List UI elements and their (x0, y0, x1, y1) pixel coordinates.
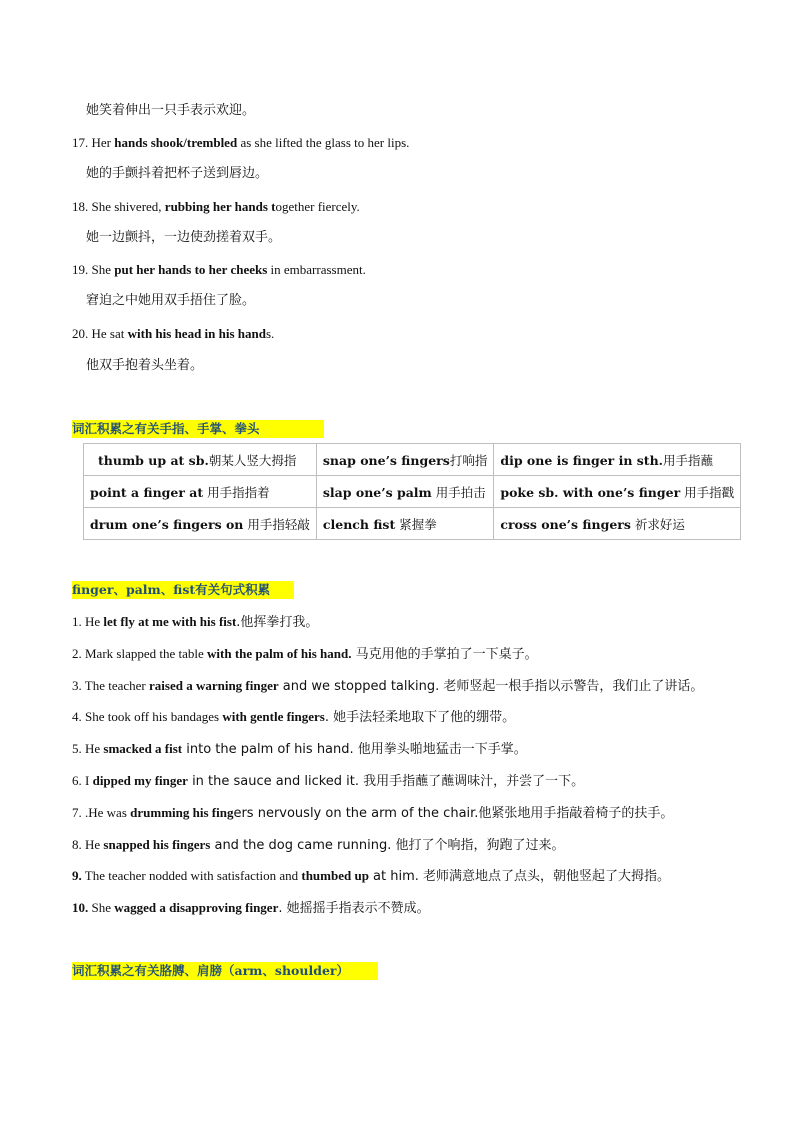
sentence-text: 19. She (72, 262, 115, 277)
section-heading-arm-shoulder: 词汇积累之有关胳膊、肩膀（arm、shoulder） (72, 962, 378, 980)
phrase-zh: 打响指 (449, 452, 488, 468)
phrase-zh: 祈求好运 (630, 516, 685, 532)
phrase-en: poke sb. with one’s finger (500, 484, 681, 500)
sentence-text: 17. Her (72, 135, 115, 150)
sentence-text: ogether fiercely. (275, 199, 360, 214)
sentence-key-phrase: raised a warning finger (149, 678, 279, 693)
section-heading-sentence-patterns (72, 581, 294, 599)
table-cell (84, 476, 317, 508)
table-cell (316, 444, 493, 476)
sentence-text: and we stopped talking. 老师竖起一根手指以示警告，我们止了讲话。 (278, 679, 704, 694)
section-heading-fingers-palm-fist: 词汇积累之有关手指、手掌、拳头 (72, 420, 324, 438)
sentence-text: . 她摇摇手指表示不赞成。 (278, 901, 430, 916)
heading-en: finger、palm、fist (72, 582, 196, 597)
sentence-20-translation: 他双手抱着头坐着。 (86, 358, 204, 373)
sentence-text: s. (265, 326, 275, 341)
phrase-zh: 用手指戳 (680, 484, 735, 500)
sentence-text: in embarrassment. (267, 262, 366, 277)
sentence-text: . 她手法轻柔地取下了他的绷带。 (324, 710, 516, 725)
pattern-sentence-10 (72, 899, 430, 918)
sentence-key-phrase: thumbed up (301, 868, 369, 883)
pattern-sentence-1 (72, 613, 318, 632)
table-cell (494, 508, 741, 540)
sentence-text: .他挥拳打我。 (236, 615, 319, 630)
sentence-text: ers nervously on the arm of the chair.他紧张地用手指敲着椅子的扶手。 (233, 806, 674, 821)
phrase-zh: 朝某人竖大拇指 (208, 452, 297, 468)
phrase-en: thumb up at sb. (98, 452, 209, 468)
sentence-text: 8. He (72, 837, 104, 852)
pattern-sentence-3 (72, 677, 703, 696)
sentence-text: 18. She shivered, (72, 199, 165, 214)
pattern-sentence-8 (72, 836, 564, 855)
table-row (84, 476, 741, 508)
sentence-text: 马克用他的手掌拍了一下桌子。 (351, 647, 538, 662)
sentence-key-phrase: with the palm of his hand. (207, 646, 352, 661)
sentence-18 (72, 198, 360, 216)
sentence-text: 20. He sat (72, 326, 128, 341)
sentence-18-translation: 她一边颤抖，一边使劲搓着双手。 (86, 230, 282, 245)
sentence-text: 6. I (72, 773, 93, 788)
sentence-key-phrase: let fly at me with his fist (103, 614, 237, 629)
sentence-19-translation: 窘迫之中她用双手捂住了脸。 (86, 293, 256, 308)
table-cell (494, 444, 741, 476)
sentence-key-phrase: with gentle fingers (222, 709, 325, 724)
pattern-sentence-6 (72, 772, 584, 791)
sentence-key-phrase: rubbing her hands t (164, 199, 276, 214)
sentence-key-phrase: drumming his fing (130, 805, 234, 820)
table-row (84, 444, 741, 476)
phrase-en: point a finger at (90, 484, 204, 500)
sentence-key-phrase: wagged a disapproving finger (114, 900, 279, 915)
table-cell (494, 476, 741, 508)
heading-zh: 有关句式积累 (195, 582, 271, 597)
sentence-19 (72, 261, 366, 279)
sentence-key-phrase: dipped my finger (92, 773, 188, 788)
table-cell (316, 476, 493, 508)
phrase-zh: 用手指蘸 (663, 452, 714, 468)
phrase-en: drum one’s fingers on (90, 516, 244, 532)
table-row (84, 508, 741, 540)
vocab-table (83, 443, 741, 540)
phrase-zh: 用手拍击 (431, 484, 486, 500)
sentence-key-phrase: put her hands to her cheeks (114, 262, 268, 277)
table-cell (84, 444, 317, 476)
sentence-text: as she lifted the glass to her lips. (237, 135, 410, 150)
sentence-text: in the sauce and licked it. 我用手指蘸了蘸调味汁，并尝了一下。 (187, 774, 585, 789)
phrase-en: snap one’s fingers (322, 452, 450, 468)
phrase-zh: 用手指指着 (203, 484, 270, 500)
sentence-number: 9. (72, 868, 82, 883)
sentence-text: 2. Mark slapped the table (72, 646, 208, 661)
pattern-sentence-9 (72, 867, 670, 886)
sentence-text: She (88, 900, 115, 915)
sentence-text: 4. She took off his bandages (72, 709, 223, 724)
phrase-en: cross one’s fingers (500, 516, 631, 532)
sentence-17 (72, 134, 409, 152)
sentence-text: 3. The teacher (72, 678, 149, 693)
phrase-zh: 用手指轻敲 (243, 516, 310, 532)
sentence-text: and the dog came running. 他打了个响指，狗跑了过来。 (210, 838, 565, 853)
sentence-text: 5. He (72, 741, 104, 756)
table-cell (84, 508, 317, 540)
pattern-sentence-5 (72, 740, 527, 759)
pattern-sentence-7 (72, 804, 673, 823)
phrase-en: dip one is finger in sth. (500, 452, 664, 468)
sentence-16-translation: 她笑着伸出一只手表示欢迎。 (86, 103, 256, 118)
sentence-17-translation: 她的手颤抖着把杯子送到唇边。 (86, 166, 269, 181)
sentence-text: 1. He (72, 614, 104, 629)
sentence-text: at him. 老师满意地点了点头，朝他竖起了大拇指。 (368, 869, 671, 884)
sentence-key-phrase: snapped his fingers (103, 837, 211, 852)
sentence-text: into the palm of his hand. 他用拳头啪地猛击一下手掌。 (182, 742, 527, 757)
sentence-20 (72, 325, 274, 343)
sentence-key-phrase: smacked a fist (103, 741, 183, 756)
phrase-en: clench fist (322, 516, 396, 532)
table-cell (316, 508, 493, 540)
pattern-sentence-2 (72, 645, 538, 664)
sentence-key-phrase: with his head in his hand (127, 326, 266, 341)
sentence-key-phrase: hands shook/trembled (114, 135, 238, 150)
sentence-text: The teacher nodded with satisfaction and (81, 868, 302, 883)
phrase-zh: 紧握拳 (395, 516, 437, 532)
sentence-number: 10. (72, 900, 89, 915)
pattern-sentence-4 (72, 708, 515, 727)
sentence-text: 7. .He was (72, 805, 131, 820)
phrase-en: slap one’s palm (322, 484, 432, 500)
